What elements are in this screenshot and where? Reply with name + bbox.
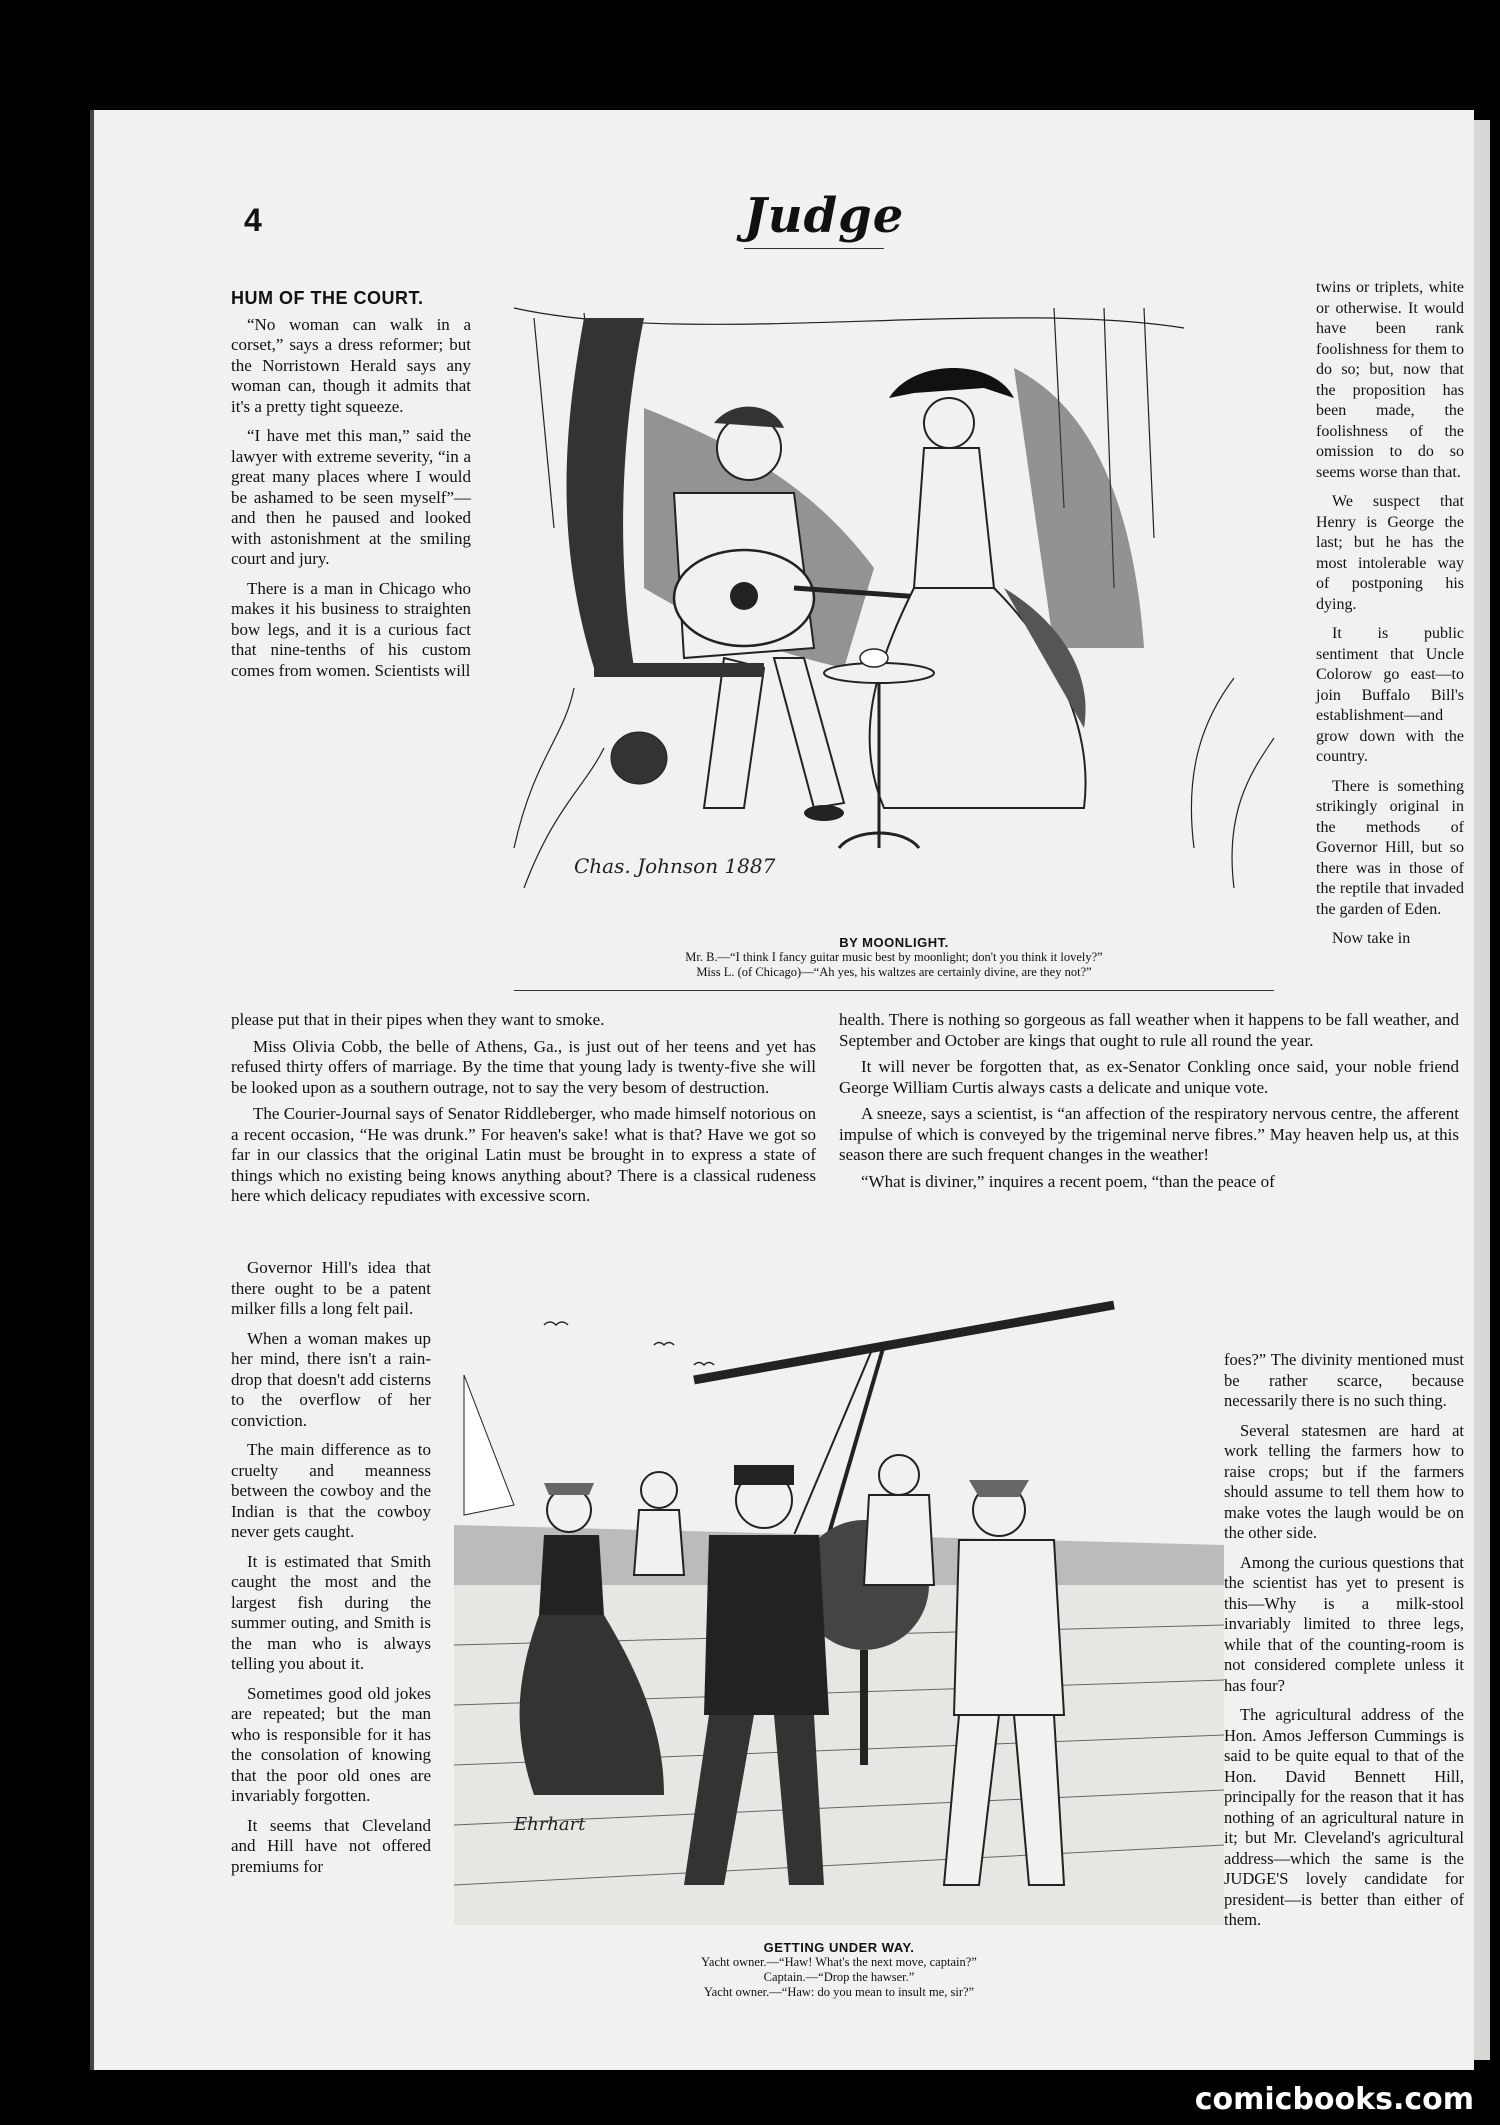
magazine-page — [90, 110, 1474, 2070]
paragraph: It is public sentiment that Uncle Colorow go east—to join Buffalo Bill's establishment—and grow down with the country. — [1316, 625, 1464, 765]
paragraph: A sneeze, says a scientist, is “an affection of the respiratory nervous centre, the afferent impulse of which is conveyed by the trigeminal nerve fibres.” May heaven help us, at this season there are such frequent changes in the weather! — [839, 1104, 1459, 1164]
cartoon2-line: Yacht owner.—“Haw: do you mean to insult me, sir?” — [703, 1985, 975, 1999]
paragraph: It will never be forgotten that, as ex-Senator Conkling once said, your noble friend George William Curtis always casts a delicate and unique vote. — [839, 1057, 1459, 1097]
masthead-underline — [744, 248, 884, 249]
site-watermark: comicbooks.com — [1194, 2082, 1474, 2117]
cartoon-getting-under-way — [454, 1285, 1224, 1925]
middle-left-text — [231, 1010, 816, 1213]
middle-right-text — [839, 1010, 1459, 1198]
paragraph: The agricultural address of the Hon. Amos Jefferson Cummings is said to be quite equal to that of the Hon. David Bennett Hill, principally for the reason that it has nothing of an agricultural nature in it; but Mr. Cleveland's agricultural address—which the same is the JUDGE'S lovely candidate for president—is better than either of them. — [1224, 1705, 1464, 1929]
paragraph: Several statesmen are hard at work telling the farmers how to raise crops; but if the farmers should assume to tell them how to make votes the laugh would be on the other side. — [1224, 1420, 1464, 1542]
left-column-bottom — [231, 1258, 431, 1886]
paragraph: When a woman makes up her mind, there isn't a rain-drop that doesn't add cisterns to the overflow of her conviction. — [231, 1328, 431, 1430]
cartoon1-title: BY MOONLIGHT. — [839, 935, 949, 950]
paragraph: health. There is nothing so gorgeous as fall weather when it happens to be fall weather, and September and October are kings that ought to rule all round the year. — [839, 1010, 1459, 1050]
right-column-top — [1316, 278, 1464, 959]
paragraph: “No woman can walk in a corset,” says a dress reformer; but the Norristown Herald says any woman can, though it admits that it's a pretty tight squeeze. — [231, 314, 471, 416]
paragraph: twins or triplets, white or otherwise. It would have been rank foolishness for them to do so; but, now that the proposition has been made, the foolishness of the omission to do so seems worse than that. — [1316, 279, 1464, 481]
paragraph: please put that in their pipes when they want to smoke. — [231, 1010, 605, 1029]
page-number: 4 — [244, 202, 262, 238]
paragraph: It seems that Cleveland and Hill have not offered premiums for — [231, 1815, 431, 1876]
paragraph: There is a man in Chicago who makes it his business to straighten bow legs, and it is a curious fact that nine-tenths of his custom comes from women. Scientists will — [231, 578, 471, 680]
right-column-bottom — [1224, 1350, 1464, 1940]
paragraph: “I have met this man,” said the lawyer with extreme severity, “in a great many places where I would be ashamed to be seen myself”—and then he paused and looked with astonishment at the smiling court and jury. — [231, 426, 471, 568]
cartoon1-signature: Chas. Johnson 1887 — [574, 854, 776, 878]
paragraph: There is something strikingly original in the methods of Governor Hill, but so there was in those of the reptile that invaded the garden of Eden. — [1316, 777, 1464, 918]
paragraph: The Courier-Journal says of Senator Riddleberger, who made himself notorious on a recent occasion, “He was drunk.” For heaven's sake! what is that? Have we got so far in our classics that the original Latin must be brought in to express a state of things which no existing being knows anything about? There is a classical rudeness here which delicacy repudiates with excessive scorn. — [231, 1104, 816, 1205]
page-spine — [1472, 120, 1490, 2060]
left-column-top — [231, 288, 471, 690]
cartoon2-line: Yacht owner.—“Haw! What's the next move, captain?” — [701, 1955, 977, 1969]
cartoon1-line: Miss L. (of Chicago)—“Ah yes, his waltzes are certainly divine, are they not?” — [696, 965, 1092, 979]
cartoon2-signature: Ehrhart — [514, 1814, 586, 1835]
cartoon2-title: GETTING UNDER WAY. — [763, 1940, 915, 1955]
masthead: Judge — [744, 188, 905, 244]
cartoon2-caption — [474, 1940, 1204, 2000]
paragraph: “What is diviner,” inquires a recent poem, “than the peace of — [861, 1171, 1275, 1191]
cartoon1-line: Mr. B.—“I think I fancy guitar music best by moonlight; don't you think it lovely?” — [685, 950, 1103, 964]
divider — [514, 990, 1274, 991]
cartoon-by-moonlight — [494, 288, 1294, 918]
paragraph: Miss Olivia Cobb, the belle of Athens, Ga., is just out of her teens and yet has refused thirty offers of marriage. By the time that young lady is twenty-five she will be looked upon as a southern outrage, not to say the very besom of destruction. — [231, 1036, 816, 1097]
paragraph: Governor Hill's idea that there ought to be a patent milker fills a long felt pail. — [231, 1258, 431, 1318]
paragraph: Sometimes good old jokes are repeated; but the man who is responsible for it has the consolation of knowing that the poor old ones are invariably forgotten. — [231, 1683, 431, 1805]
paragraph: We suspect that Henry is George the last; but he has the most intolerable way of postponing his dying. — [1316, 493, 1464, 613]
paragraph: Now take in — [1332, 930, 1411, 947]
paragraph: The main difference as to cruelty and meanness between the cowboy and the Indian is that the cowboy never gets caught. — [231, 1440, 431, 1541]
cartoon2-line: Captain.—“Drop the hawser.” — [763, 1970, 915, 1984]
column-heading: HUM OF THE COURT. — [231, 288, 424, 308]
paragraph: It is estimated that Smith caught the most and the largest fish during the summer outing, and Smith is the man who is always telling you about it. — [231, 1551, 431, 1673]
paragraph: Among the curious questions that the scientist has yet to present is this—Why is a milk-stool invariably limited to three legs, while that of the counting-room is not considered complete unless it has four? — [1224, 1552, 1464, 1695]
cartoon1-caption — [494, 935, 1294, 980]
paragraph: foes?” The divinity mentioned must be rather scarce, because necessarily there is no such thing. — [1224, 1350, 1464, 1410]
